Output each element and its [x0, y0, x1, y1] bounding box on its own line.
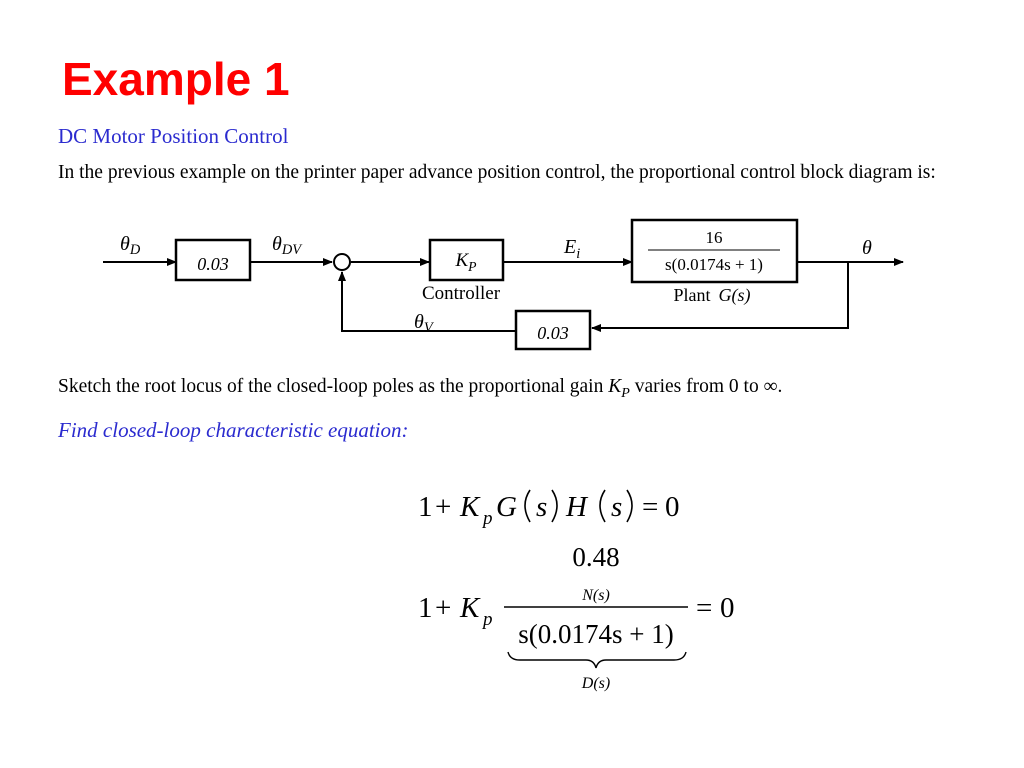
eq1-g: G — [496, 491, 517, 523]
eq1-h-arg: s — [611, 491, 623, 523]
eq1-k: K — [460, 491, 480, 523]
theta-d-label: $\theta_D$ — [120, 233, 141, 258]
input-gain-value: 0.03 — [197, 254, 229, 274]
e-i-label: $E_i$ — [564, 236, 581, 262]
eq1-g-open-paren — [525, 490, 530, 522]
eq2-k-sub: p — [483, 609, 493, 630]
controller-gain-label: $K_P$ — [455, 250, 477, 274]
slide-title: Example 1 — [62, 53, 290, 105]
eq1-g-arg: s — [536, 491, 548, 523]
eq2-k: K — [460, 592, 480, 624]
eq2-numerator: 0.48 — [572, 542, 620, 572]
theta-v-label: $\theta_V$ — [414, 311, 433, 336]
intro-paragraph: In the previous example on the printer paper advance position control, the proportional control block diagram is: — [58, 162, 936, 183]
characteristic-equations — [0, 470, 1024, 710]
eq1-plus: + — [435, 491, 452, 523]
eq2-plus: + — [435, 592, 452, 624]
sketch-gain-subscript: P — [621, 384, 630, 401]
eq1-one: 1 — [418, 491, 433, 523]
sketch-gain-symbol: K — [608, 376, 622, 397]
slide-subtitle: DC Motor Position Control — [58, 124, 289, 148]
controller-caption: Controller — [421, 283, 501, 304]
eq2-denominator-brace — [508, 652, 686, 668]
eq1-equals: = — [642, 491, 659, 523]
plant-denominator: s(0.0174s + 1) — [665, 255, 763, 274]
summing-junction — [334, 254, 350, 270]
plant-caption: Plant G(s) — [673, 285, 751, 305]
eq2-d-label: D(s) — [581, 675, 611, 692]
find-prompt: Find closed-loop characteristic equation: — [58, 418, 409, 442]
sketch-text-after: varies from 0 to ∞. — [629, 376, 783, 397]
eq1-k-sub: p — [483, 508, 493, 529]
feedback-gain-value: 0.03 — [537, 323, 569, 343]
eq1-h: H — [566, 491, 587, 523]
eq1-h-open-paren — [600, 490, 605, 522]
eq2-equals: = — [696, 592, 713, 624]
eq2-rhs: 0 — [720, 592, 735, 624]
plant-numerator: 16 — [705, 228, 723, 247]
eq2-denominator: s(0.0174s + 1) — [518, 619, 674, 649]
eq2-n-label: N(s) — [582, 587, 610, 604]
theta-output-label: θ — [862, 237, 872, 259]
sketch-text-before: Sketch the root locus of the closed-loop poles as the proportional gain — [58, 376, 609, 397]
sketch-instruction — [58, 376, 782, 402]
eq1-rhs: 0 — [665, 491, 680, 523]
equation-2 — [418, 542, 735, 692]
eq1-h-close-paren — [627, 490, 632, 522]
eq1-g-close-paren — [552, 490, 557, 522]
block-diagram — [0, 210, 1024, 360]
eq2-one: 1 — [418, 592, 433, 624]
theta-dv-label: $\theta_{DV}$ — [272, 233, 302, 258]
equation-1 — [418, 490, 680, 529]
